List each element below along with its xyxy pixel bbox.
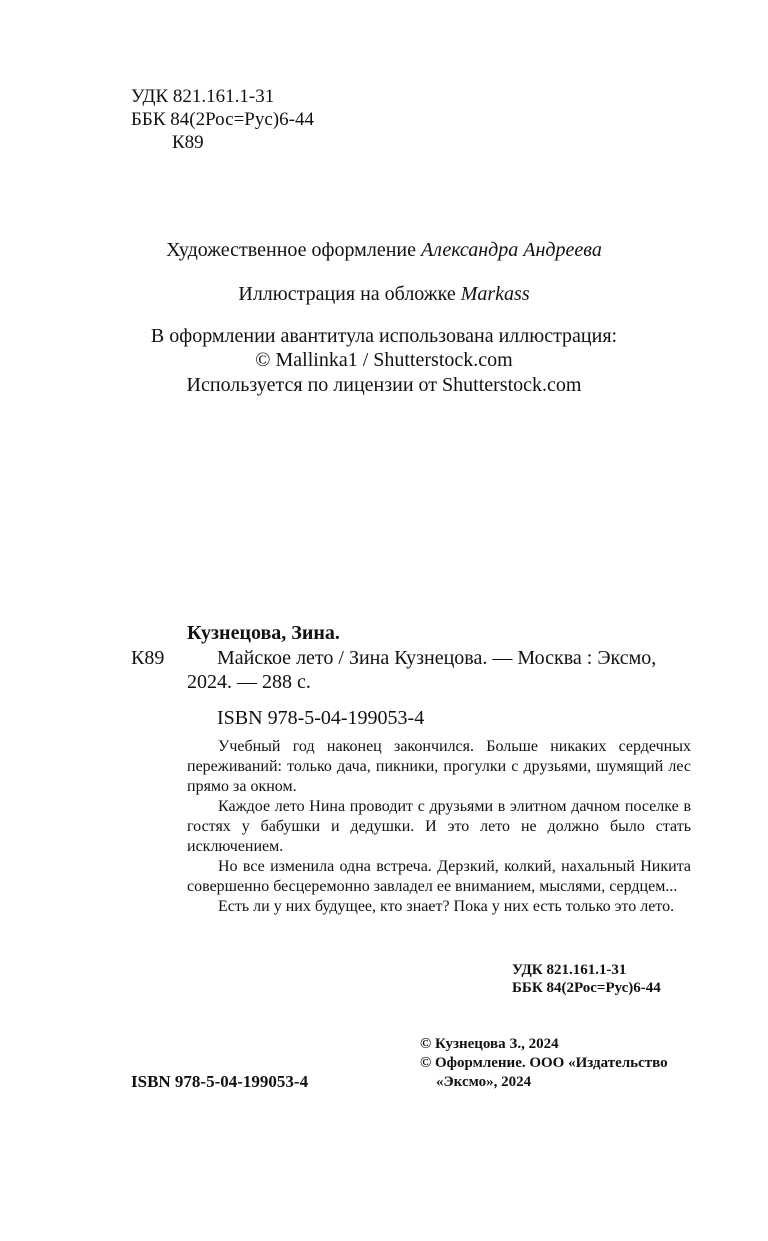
annotation-paragraph: Есть ли у них будущее, кто знает? Пока у них есть только это лето. <box>218 898 675 915</box>
annotation-paragraph: Но все изменила одна встреча. Дерзкий, колкий, нахальный Никита совершенно бесцеремонно завладел ее вниманием, мыслями, сердцем... <box>187 858 691 895</box>
design-label: Художественное оформление <box>166 239 416 261</box>
antitle-credit-line-3: Используется по лицензии от Shutterstock.com <box>186 374 582 396</box>
cover-label: Иллюстрация на обложке <box>238 283 456 305</box>
author-mark-top: К89 <box>172 132 204 153</box>
annotation-paragraph: Каждое лето Нина проводит с друзьями в элитном дачном поселке в гостях у бабушки и дедушки. И это лето не должно было стать исключением. <box>187 798 691 855</box>
author-heading: Кузнецова, Зина. <box>187 622 340 644</box>
bbk-code-bottom: ББК 84(2Рос=Рус)6-44 <box>512 980 661 996</box>
copyright-line-1: © Кузнецова З., 2024 <box>420 1036 559 1052</box>
cover-credit <box>0 282 768 306</box>
cover-name: Markass <box>460 283 530 305</box>
description-line-1: Майское лето / Зина Кузнецова. — Москва : Эксмо, <box>217 647 657 669</box>
bbk-code-top: ББК 84(2Рос=Рус)6-44 <box>131 109 314 130</box>
copyright-line-2: © Оформление. ООО «Издательство <box>420 1055 668 1071</box>
design-name: Александра Андреева <box>420 239 602 261</box>
design-credit <box>0 238 768 262</box>
isbn-line: ISBN 978-5-04-199053-4 <box>217 707 425 729</box>
udk-code-bottom: УДК 821.161.1-31 <box>512 962 627 978</box>
antitle-credit-line-1: В оформлении авантитула использована иллюстрация: <box>150 325 618 347</box>
udk-code-top: УДК 821.161.1-31 <box>131 86 275 107</box>
antitle-credit-line-2: © Mallinka1 / Shutterstock.com <box>255 349 513 371</box>
description-line-2: 2024. — 288 с. <box>187 671 311 693</box>
annotation <box>187 737 691 917</box>
author-mark: К89 <box>131 647 165 669</box>
footer-isbn: ISBN 978-5-04-199053-4 <box>131 1072 309 1091</box>
annotation-paragraph: Учебный год наконец закончился. Больше никаких сердечных переживаний: только дача, пикники, прогулки с друзьями, шумящий лес прямо за окном. <box>187 738 691 795</box>
copyright-line-3: «Эксмо», 2024 <box>436 1074 532 1090</box>
